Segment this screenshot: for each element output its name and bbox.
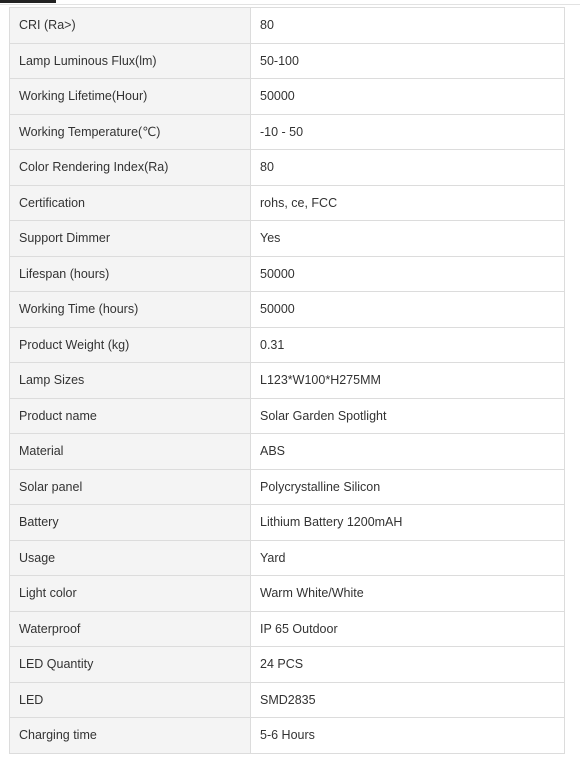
spec-label: Working Temperature(℃) xyxy=(10,114,251,150)
table-row xyxy=(10,327,565,363)
table-row xyxy=(10,114,565,150)
table-row xyxy=(10,434,565,470)
table-row xyxy=(10,79,565,115)
spec-label: Lamp Sizes xyxy=(10,363,251,399)
spec-table xyxy=(9,7,565,754)
spec-value: 0.31 xyxy=(251,327,565,363)
table-row xyxy=(10,576,565,612)
spec-label: Product Weight (kg) xyxy=(10,327,251,363)
table-row xyxy=(10,8,565,44)
table-row xyxy=(10,540,565,576)
spec-label: Usage xyxy=(10,540,251,576)
table-row xyxy=(10,505,565,541)
table-row xyxy=(10,185,565,221)
spec-value: 50000 xyxy=(251,256,565,292)
table-row xyxy=(10,221,565,257)
table-row xyxy=(10,363,565,399)
spec-value: Polycrystalline Silicon xyxy=(251,469,565,505)
spec-label: Color Rendering Index(Ra) xyxy=(10,150,251,186)
table-row xyxy=(10,398,565,434)
spec-value: 5-6 Hours xyxy=(251,718,565,754)
table-row xyxy=(10,43,565,79)
spec-label: CRI (Ra>) xyxy=(10,8,251,44)
spec-value: 80 xyxy=(251,8,565,44)
spec-value: 50-100 xyxy=(251,43,565,79)
spec-label: Waterproof xyxy=(10,611,251,647)
table-row xyxy=(10,256,565,292)
spec-label: Material xyxy=(10,434,251,470)
spec-label: Lifespan (hours) xyxy=(10,256,251,292)
tab-indicator xyxy=(0,0,56,3)
spec-label: Lamp Luminous Flux(lm) xyxy=(10,43,251,79)
spec-value: Warm White/White xyxy=(251,576,565,612)
spec-value: Yard xyxy=(251,540,565,576)
spec-value: 80 xyxy=(251,150,565,186)
table-row xyxy=(10,469,565,505)
table-row xyxy=(10,718,565,754)
spec-label: Light color xyxy=(10,576,251,612)
spec-value: -10 - 50 xyxy=(251,114,565,150)
spec-value: rohs, ce, FCC xyxy=(251,185,565,221)
table-row xyxy=(10,611,565,647)
spec-label: Support Dimmer xyxy=(10,221,251,257)
spec-label: Working Lifetime(Hour) xyxy=(10,79,251,115)
spec-label: Solar panel xyxy=(10,469,251,505)
spec-label: Product name xyxy=(10,398,251,434)
spec-value: Lithium Battery 1200mAH xyxy=(251,505,565,541)
table-row xyxy=(10,682,565,718)
spec-label: Certification xyxy=(10,185,251,221)
spec-value: 50000 xyxy=(251,79,565,115)
spec-label: LED xyxy=(10,682,251,718)
spec-value: SMD2835 xyxy=(251,682,565,718)
spec-label: Battery xyxy=(10,505,251,541)
spec-label: LED Quantity xyxy=(10,647,251,683)
spec-value: Yes xyxy=(251,221,565,257)
spec-value: Solar Garden Spotlight xyxy=(251,398,565,434)
table-row xyxy=(10,292,565,328)
spec-value: IP 65 Outdoor xyxy=(251,611,565,647)
spec-value: ABS xyxy=(251,434,565,470)
spec-label: Working Time (hours) xyxy=(10,292,251,328)
spec-label: Charging time xyxy=(10,718,251,754)
spec-value: L123*W100*H275MM xyxy=(251,363,565,399)
spec-value: 24 PCS xyxy=(251,647,565,683)
table-row xyxy=(10,150,565,186)
divider xyxy=(0,4,580,5)
table-row xyxy=(10,647,565,683)
spec-value: 50000 xyxy=(251,292,565,328)
